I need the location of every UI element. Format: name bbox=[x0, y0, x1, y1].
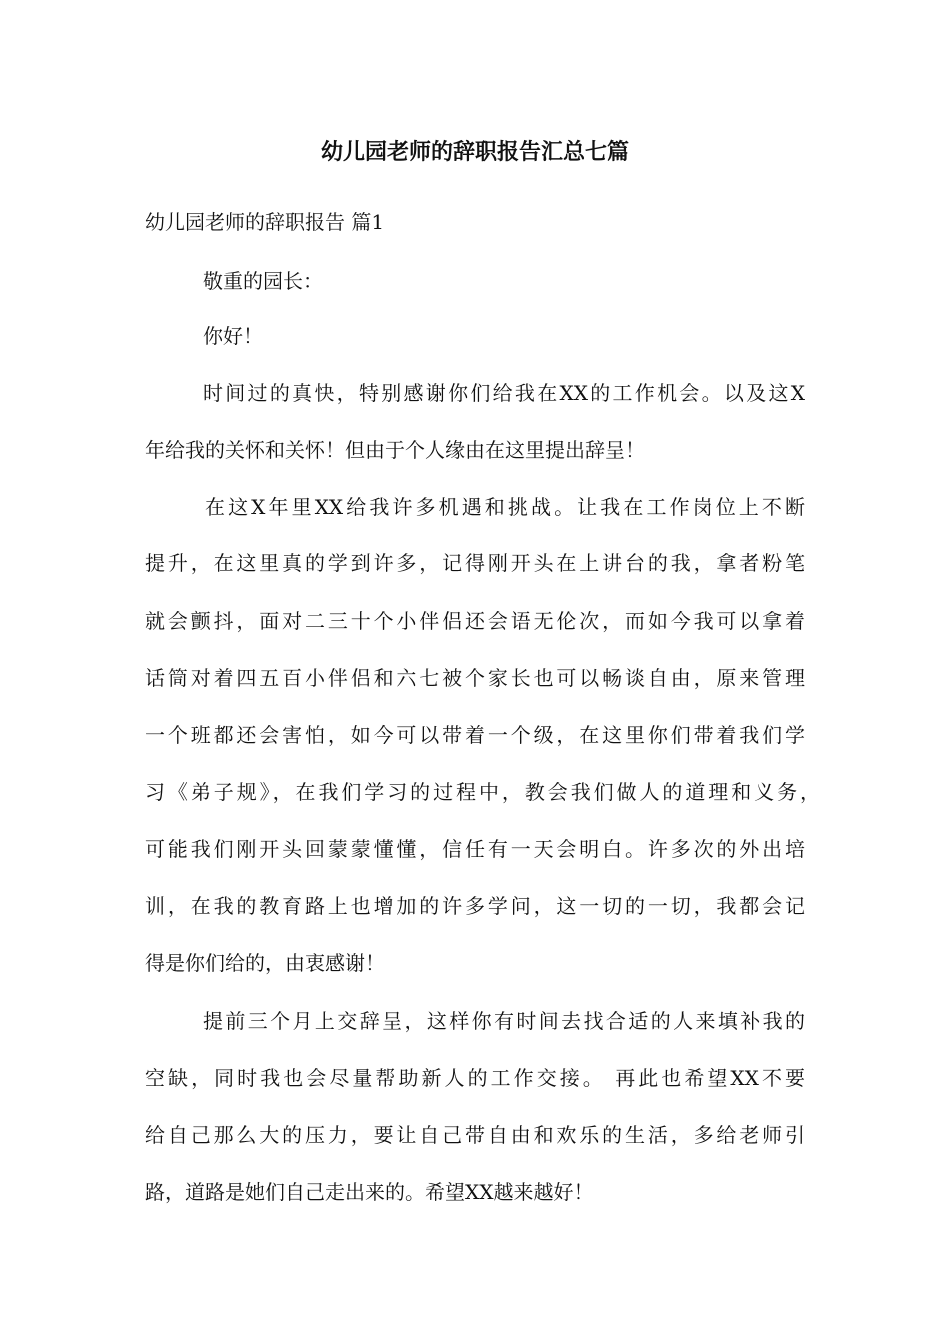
paragraph-3-line-1: 提前三个月上交辞呈，这样你有时间去找合适的人来填补我的 bbox=[203, 1009, 805, 1033]
salutation: 敬重的园长： bbox=[203, 269, 323, 293]
paragraph-3-line-2: 空缺，同时我也会尽量帮助新人的工作交接。 再此也希望XX不要 bbox=[145, 1066, 805, 1090]
section-heading: 幼儿园老师的辞职报告 篇1 bbox=[145, 210, 385, 234]
paragraph-2-line-3: 就会颤抖，面对二三十个小伴侣还会语无伦次，而如今我可以拿着 bbox=[145, 609, 805, 633]
paragraph-2-line-6: 习《弟子规》，在我们学习的过程中，教会我们做人的道理和义务， bbox=[145, 780, 820, 804]
paragraph-1-line-2: 年给我的关怀和关怀！但由于个人缘由在这里提出辞呈！ bbox=[145, 438, 645, 462]
paragraph-3-line-3: 给自己那么大的压力，要让自己带自由和欢乐的生活，多给老师引 bbox=[145, 1123, 805, 1147]
paragraph-2-line-5: 一个班都还会害怕，如今可以带着一个级，在这里你们带着我们学 bbox=[145, 723, 805, 747]
paragraph-2-line-1: 在这X年里XX给我许多机遇和挑战。让我在工作岗位上不断 bbox=[205, 495, 805, 519]
greeting: 你好！ bbox=[203, 324, 263, 348]
document-title: 幼儿园老师的辞职报告汇总七篇 bbox=[320, 139, 629, 165]
paragraph-2-line-4: 话筒对着四五百小伴侣和六七被个家长也可以畅谈自由，原来管理 bbox=[145, 666, 805, 690]
paragraph-1-line-1: 时间过的真快，特别感谢你们给我在XX的工作机会。以及这X bbox=[203, 381, 805, 405]
paragraph-2-line-9: 得是你们给的，由衷感谢！ bbox=[145, 951, 385, 975]
paragraph-2-line-2: 提升，在这里真的学到许多，记得刚开头在上讲台的我，拿者粉笔 bbox=[145, 551, 805, 575]
paragraph-2-line-7: 可能我们刚开头回蒙蒙懂懂，信任有一天会明白。许多次的外出培 bbox=[145, 837, 805, 861]
paragraph-2-line-8: 训，在我的教育路上也增加的许多学问，这一切的一切，我都会记 bbox=[145, 894, 805, 918]
paragraph-3-line-4: 路，道路是她们自己走出来的。希望XX越来越好！ bbox=[145, 1180, 594, 1204]
